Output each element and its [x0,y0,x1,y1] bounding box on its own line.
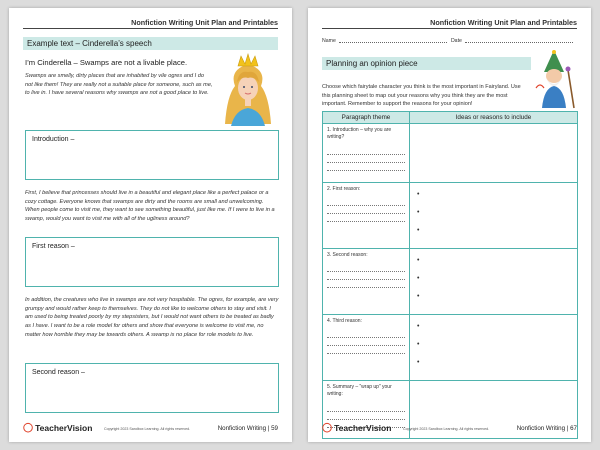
bullet: • [417,275,420,282]
second-reason-box[interactable] [25,363,279,413]
bullet: • [417,359,420,366]
ideas-cell[interactable] [410,183,578,249]
section-title-band: Planning an opinion piece [322,57,531,70]
theme-cell[interactable] [323,183,410,249]
intro-paragraph: Swamps are smelly, dirty places that are inhabited by vile ogres and I do not like them! They are really not a suitable place for someone, such as me, to live in. I have several reasons why swamps are not a good place to live. [25,73,213,97]
copyright: Copyright 2023 Sandbox Learning. All rights reserved. [403,427,490,431]
bullet: • [417,191,420,198]
introduction-box[interactable] [25,130,279,180]
theme-cell[interactable] [323,124,410,183]
page-header: Nonfiction Writing Unit Plan and Printables [131,18,278,27]
page-number: Nonfiction Writing | 67 [516,425,577,432]
right-page [308,8,591,442]
teachervision-logo [23,422,92,433]
ideas-cell[interactable] [410,124,578,183]
writing-lines [327,198,405,222]
name-date-row [322,38,577,44]
ideas-cell[interactable] [410,315,578,381]
planning-table [322,111,578,439]
row-label: 2. First reason: [327,186,361,192]
page-header: Nonfiction Writing Unit Plan and Printables [430,18,577,27]
logo-text: TeacherVision [334,422,392,433]
date-field[interactable] [465,38,573,43]
ideas-cell[interactable] [410,249,578,315]
first-reason-paragraph: First, I believe that princesses should live in a beautiful and elegant place like a perfect palace or a cozy cottage. Everyone knows that swamps are dirty and the rooms are small and unwelcoming. When people come to visit me, they want to see something beautiful, just like me. If I were to live in a swamp, would you want to visit me with all of the ugliness around? [25,190,275,222]
header-rule [322,28,577,29]
section-title-band: Example text – Cinderella’s speech [23,37,278,50]
logo-text: TeacherVision [35,422,93,433]
left-page [9,8,292,442]
bullet: • [417,257,420,264]
row-label: 1. Introduction – why you are writing? [327,127,392,141]
table-row [323,183,578,249]
row-label: 5. Summary – “wrap up” your writing: [327,384,392,398]
writing-lines [327,264,405,288]
row-label: 3. Second reason: [327,252,368,258]
name-label: Name [322,38,336,44]
bullet: • [417,323,420,330]
bullet: • [417,293,420,300]
speech-title: I’m Cinderella – Swamps are not a livable place. [25,58,188,67]
header-rule [23,28,278,29]
teachervision-logo-icon: ◯ [322,422,333,432]
table-row [323,249,578,315]
column-header-ideas: Ideas or reasons to include [410,112,578,124]
theme-cell[interactable] [323,315,410,381]
date-label: Date [450,38,462,44]
instructions: Choose which fairytale character you think is the most important in Fairyland. Use this planning sheet to map out your reasons why you think they are the most important. Remember to support the reasons for your opinion! [322,84,521,108]
princess-illustration-icon [217,52,279,126]
bullet: • [417,227,420,234]
writing-lines [327,147,405,171]
second-reason-label: Second reason – [32,369,85,376]
bullet: • [417,209,420,216]
teachervision-logo [322,422,391,433]
table-row [323,124,578,183]
page-number: Nonfiction Writing | 59 [217,425,278,432]
introduction-label: Introduction – [32,136,75,143]
copyright: Copyright 2023 Sandbox Learning. All rights reserved. [104,427,191,431]
first-reason-label: First reason – [32,243,75,250]
first-reason-box[interactable] [25,237,279,287]
row-label: 4. Third reason: [327,318,362,324]
second-reason-paragraph: In addition, the creatures who live in swamps are not very hospitable. The ogres, for example, are very grumpy and would rather keep to themselves. They do not like to welcome others to stay and visit. I am used to being treated poorly by my stepsisters, but I would not want others to be treated as badly as I have. I want to be a role model for others and show that everyone is welcome to visit me, no matter how horrible they may be towards others. A swamp is no place for role models to live. [25,297,279,338]
bullet: • [417,341,420,348]
column-header-theme: Paragraph theme [323,112,410,124]
name-field[interactable] [339,38,447,43]
table-row [323,315,578,381]
wizard-illustration-icon [530,48,580,110]
teachervision-logo-icon: ◯ [23,422,34,432]
writing-lines [327,330,405,354]
theme-cell[interactable] [323,249,410,315]
